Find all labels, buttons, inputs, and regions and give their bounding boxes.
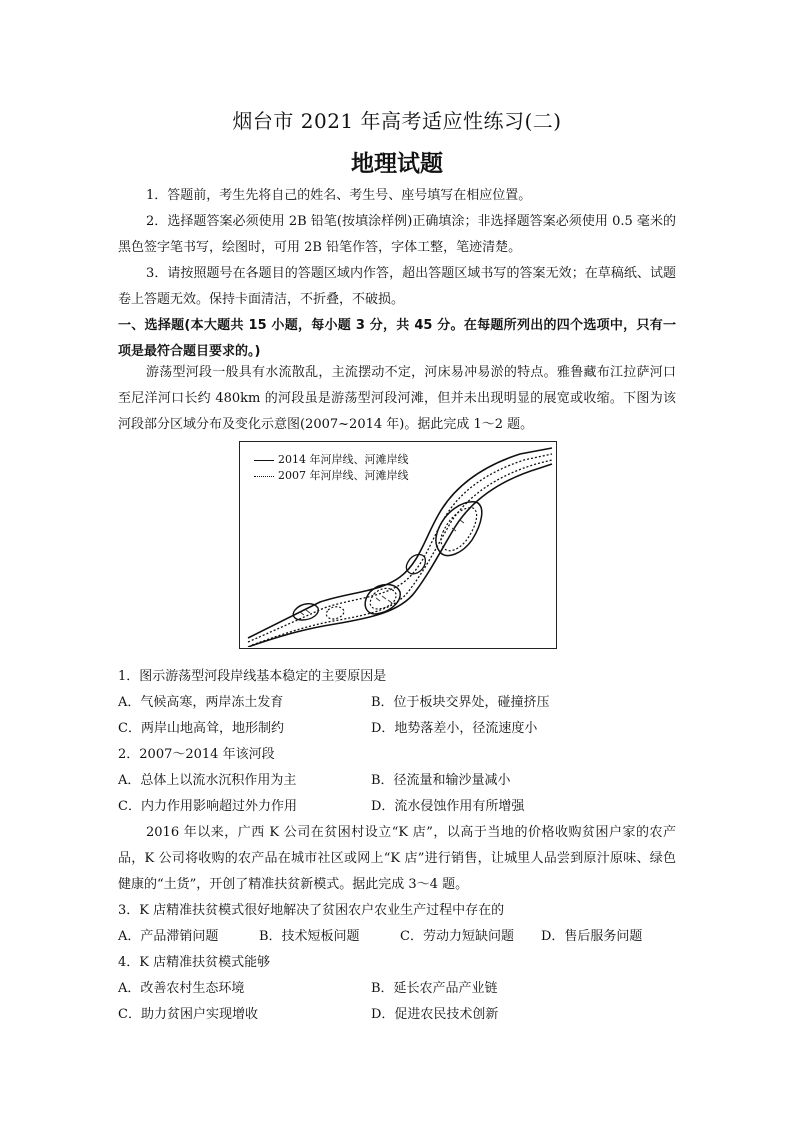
dotted-line-icon: [254, 476, 274, 477]
question-3-option-c[interactable]: C．劳动力短缺问题: [400, 929, 514, 944]
question-2-option-c[interactable]: C．内力作用影响超过外力作用: [118, 799, 297, 814]
question-2-stem: 2．2007～2014 年该河段: [118, 747, 275, 762]
question-4-option-c[interactable]: C．助力贫困户实现增收: [118, 1007, 258, 1022]
question-1-stem: 1．图示游荡型河段岸线基本稳定的主要原因是: [118, 669, 387, 684]
legend-2007: [254, 468, 409, 484]
map-legend: [254, 452, 409, 484]
instruction-2: 2．选择题答案必须使用 2B 铅笔(按填涂样例)正确填涂；非选择题答案必须使用 0.5 毫米的黑色签字笔书写，绘图时，可用 2B 铅笔作答，字体工整，笔迹清楚。: [118, 214, 676, 255]
question-4-option-b[interactable]: B．延长农产品产业链: [371, 981, 498, 996]
question-1-option-b[interactable]: B．位于板块交界处，碰撞挤压: [371, 695, 550, 710]
question-3-option-b[interactable]: B．技术短板问题: [259, 929, 360, 944]
river-map-figure: [239, 441, 557, 649]
instruction-3: 3．请按照题号在各题目的答题区域内作答，超出答题区域书写的答案无效；在草稿纸、试题卷上答题无效。保持卡面清洁，不折叠，不破损。: [118, 266, 676, 307]
question-3-stem: 3．K 店精准扶贫模式很好地解决了贫困农户农业生产过程中存在的: [118, 903, 505, 918]
legend-2014-label: 2014 年河岸线、河滩岸线: [278, 453, 409, 466]
question-3-option-a[interactable]: A．产品滞销问题: [118, 929, 219, 944]
solid-line-icon: [254, 460, 274, 461]
question-3-option-d[interactable]: D．售后服务问题: [541, 929, 643, 944]
question-1-option-a[interactable]: A．气候高寒，两岸冻土发育: [118, 695, 284, 710]
page-subtitle: 地理试题: [351, 151, 443, 177]
section-heading: 一、选择题(本大题共 15 小题，每小题 3 分，共 45 分。在每题所列出的四个选项中，只有一项是最符合题目要求的。): [118, 318, 676, 359]
question-2-option-b[interactable]: B．径流量和输沙量减小: [371, 773, 511, 788]
question-1-option-d[interactable]: D．地势落差小，径流速度小: [371, 721, 538, 736]
question-4-option-d[interactable]: D．促进农民技术创新: [371, 1007, 499, 1022]
legend-2014: [254, 452, 409, 468]
question-1-option-c[interactable]: C．两岸山地高耸，地形制约: [118, 721, 284, 736]
page-title: 烟台市 2021 年高考适应性练习(二): [232, 109, 562, 133]
question-2-option-a[interactable]: A．总体上以流水沉积作用为主: [118, 773, 297, 788]
question-2-option-d[interactable]: D．流水侵蚀作用有所增强: [371, 799, 525, 814]
instruction-1: 1．答题前，考生先将自己的姓名、考生号、座号填写在相应位置。: [146, 188, 532, 203]
passage-1: 游荡型河段一般具有水流散乱，主流摆动不定，河床易冲易淤的特点。雅鲁藏布江拉萨河口至尼洋河口长约 480km 的河段虽是游荡型河段河滩，但并未出现明显的展宽或收缩。下图为该河段部分区域分布及变化示意图(2007~2014 年)。据此完成 1～2 题。: [118, 365, 676, 432]
question-4-option-a[interactable]: A．改善农村生态环境: [118, 981, 245, 996]
legend-2007-label: 2007 年河岸线、河滩岸线: [278, 469, 409, 482]
passage-2: 2016 年以来，广西 K 公司在贫困村设立“K 店”，以高于当地的价格收购贫困户家的农产品，K 公司将收购的农产品在城市社区或网上“K 店”进行销售，让城里人品尝到原汁原味、绿色健康的“土货”，开创了精准扶贫新模式。据此完成 3～4 题。: [118, 825, 676, 892]
question-4-stem: 4．K 店精准扶贫模式能够: [118, 955, 271, 970]
